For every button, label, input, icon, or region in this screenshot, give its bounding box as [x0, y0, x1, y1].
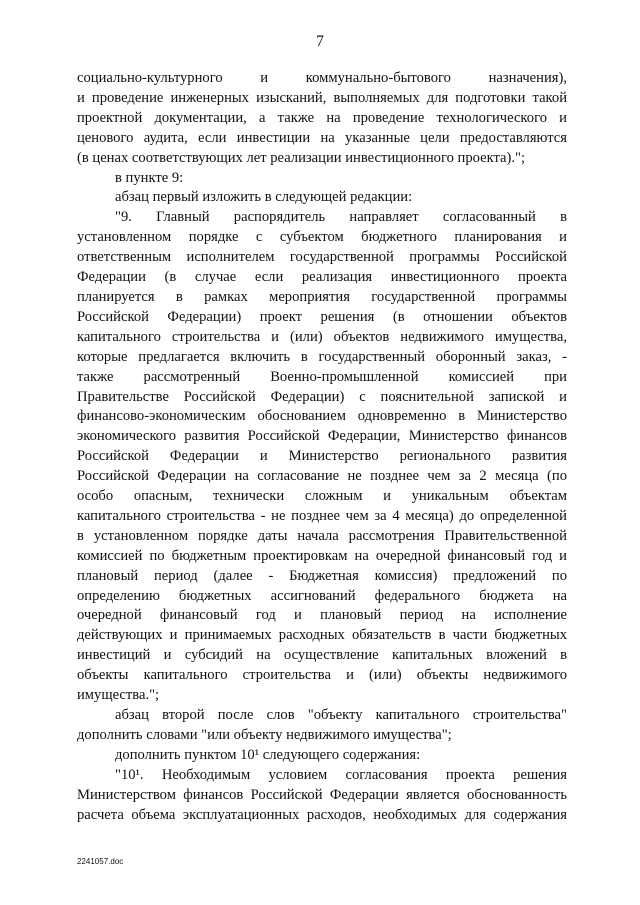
text-line: абзац первый изложить в следующей редакции: [115, 189, 413, 206]
text-line: капитального строительства - не позднее чем за 4 месяца) до определенной [77, 507, 567, 524]
text-line: планируется в рамках мероприятия государственной программы [77, 288, 567, 305]
text-line: очередной финансовый год и плановый период на исполнение [77, 607, 567, 624]
text-line: Федерации (в случае если реализация инвестиционного проекта [77, 269, 567, 286]
text-line: финансово-экономическим обоснованием одновременно в Министерство [77, 408, 567, 425]
text-line: объекты капитального строительства и (или) объекты недвижимого [77, 667, 567, 684]
document-body [77, 69, 567, 825]
text-line: определению бюджетных ассигнований федерального бюджета на [77, 587, 567, 604]
text-line: которые предлагается включить в государственный оборонный заказ, - [77, 348, 567, 365]
text-line: имущества."; [77, 687, 160, 704]
document-file-code: 2241057.doc [77, 857, 124, 866]
text-line: Российской Федерации и Министерство регионального развития [77, 448, 567, 465]
text-line: и проведение инженерных изысканий, выполняемых для подготовки такой [77, 89, 567, 106]
text-line: инвестиций и субсидий на осуществление капитальных вложений в [77, 647, 567, 664]
text-line: проектной документации, а также на проведение технологического и [77, 109, 567, 126]
text-line: ценового аудита, если инвестиции на указанные цели предоставляются [77, 129, 567, 146]
text-line: также рассмотренный Военно-промышленной комиссией при [77, 368, 567, 385]
text-line: ответственным исполнителем государственной программы Российской [77, 249, 567, 266]
text-line: экономического развития Российской Федерации, Министерство финансов [77, 428, 567, 445]
page-number: 7 [316, 33, 324, 50]
text-line: действующих и принимаемых расходных обязательств в части бюджетных [77, 627, 567, 644]
text-line: расчета объема эксплуатационных расходов, необходимых для содержания [77, 806, 567, 823]
text-line: плановый период (далее - Бюджетная комиссия) предложений по [77, 567, 567, 584]
text-line: социально-культурного и коммунально-бытового назначения), [77, 70, 567, 86]
text-line: Правительстве Российской Федерации) с пояснительной запиской и [77, 388, 567, 405]
text-line: Российской Федерации) проект решения (в отношении объектов [77, 308, 567, 325]
text-line: в установленном порядке даты начала рассмотрения Правительственной [77, 527, 567, 544]
text-line: (в ценах соответствующих лет реализации инвестиционного проекта)."; [77, 149, 526, 166]
text-line: в пункте 9: [115, 169, 184, 186]
text-line: дополнить словами "или объекту недвижимого имущества"; [77, 726, 452, 743]
text-line: установленном порядке с субъектом бюджетного планирования и [77, 229, 567, 246]
text-line: особо опасным, технически сложным и уникальным объектам [77, 488, 567, 505]
text-line: дополнить пунктом 10¹ следующего содержания: [115, 746, 421, 763]
text-line: комиссией по бюджетным проектировкам на очередной финансовый год и [77, 547, 567, 564]
text-line: капитального строительства и (или) объектов недвижимого имущества, [77, 328, 567, 345]
text-line: абзац второй после слов "объекту капитального строительства" [115, 707, 567, 723]
text-line: Министерством финансов Российской Федерации является обоснованность [77, 786, 567, 803]
text-line: Российской Федерации на согласование не позднее чем за 2 месяца (по [77, 468, 567, 485]
text-line: "9. Главный распорядитель направляет согласованный в [115, 209, 567, 226]
text-line: "10¹. Необходимым условием согласования проекта решения [115, 766, 567, 783]
